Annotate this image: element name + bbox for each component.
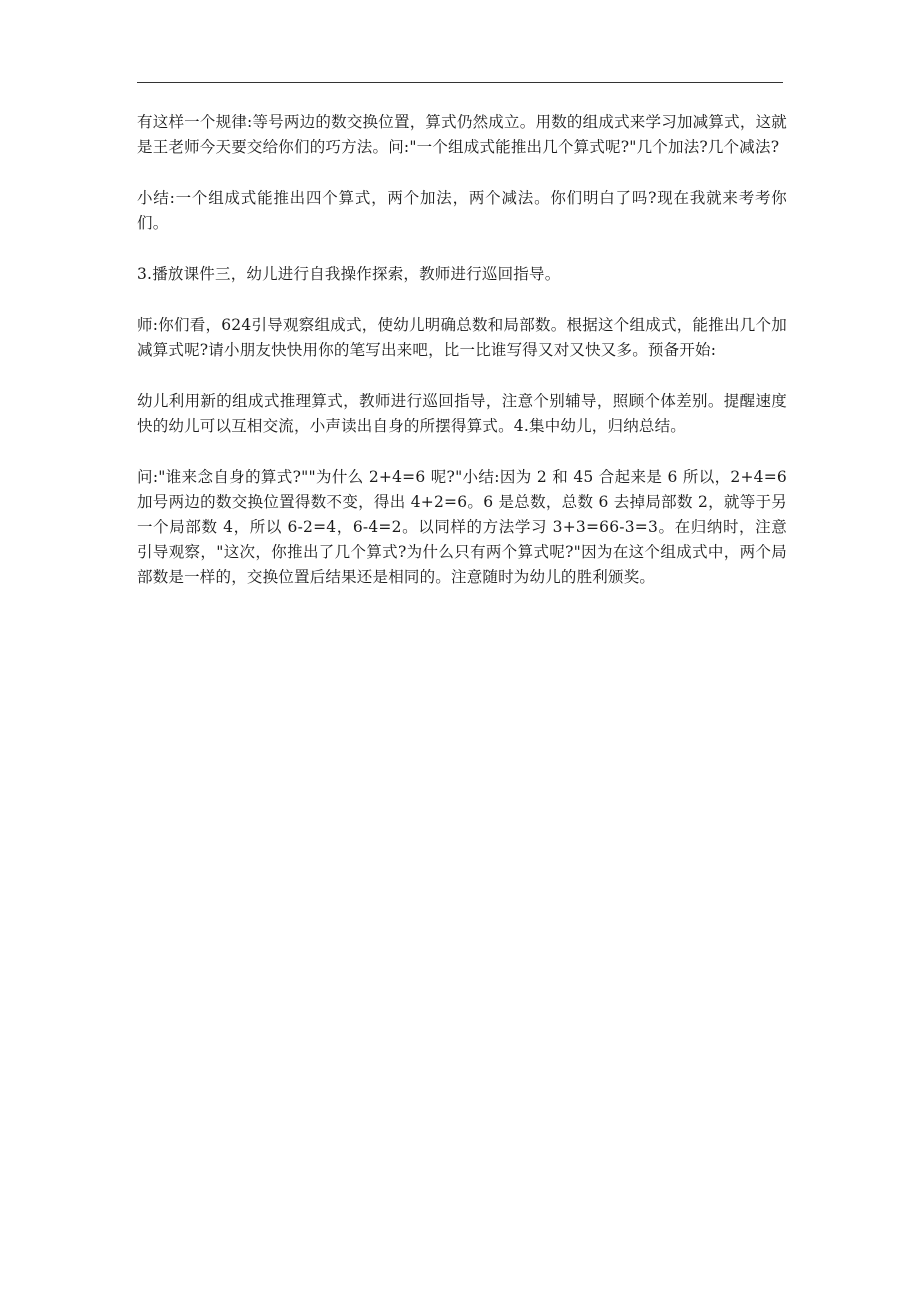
paragraph-teacher-guide: 师:你们看，624引导观察组成式，使幼儿明确总数和局部数。根据这个组成式，能推出几个加减算式呢?请小朋友快快用你的笔写出来吧，比一比谁写得又对又快又多。预备开始: (137, 316, 787, 359)
paragraph-conclusion: 问:"谁来念自身的算式?""为什么 2+4=6 呢?"小结:因为 2 和 45 合起来是 6 所以，2+4=6 加号两边的数交换位置得数不变，得出 4+2=6。6 是总数，总数 6 去掉局部数 2，就等于另一个局部数 4，所以 6-2=4，6-4=2。以同样的方法学习 3+3=66-3=3。在归纳时，注意引导观察，"这次，你推出了几个算式?为什么只有两个算式呢?"因为在这个组成式中，两个局部数是一样的，交换位置后结果还是相同的。注意随时为幼儿的胜利颁奖。 (137, 468, 787, 586)
header-divider (137, 82, 783, 83)
paragraph-step-3: 3.播放课件三，幼儿进行自我操作探索，教师进行巡回指导。 (137, 265, 561, 283)
paragraph-summary: 小结:一个组成式能推出四个算式，两个加法，两个减法。你们明白了吗?现在我就来考考你们。 (137, 189, 787, 232)
paragraph-rule-intro: 有这样一个规律:等号两边的数交换位置，算式仍然成立。用数的组成式来学习加减算式，这就是王老师今天要交给你们的巧方法。问:"一个组成式能推出几个算式呢?"几个加法?几个减法? (137, 113, 787, 156)
document-body (137, 110, 787, 616)
paragraph-children-practice: 幼儿利用新的组成式推理算式，教师进行巡回指导，注意个别辅导，照顾个体差别。提醒速度快的幼儿可以互相交流，小声读出自身的所摆得算式。4.集中幼儿，归纳总结。 (137, 392, 787, 435)
